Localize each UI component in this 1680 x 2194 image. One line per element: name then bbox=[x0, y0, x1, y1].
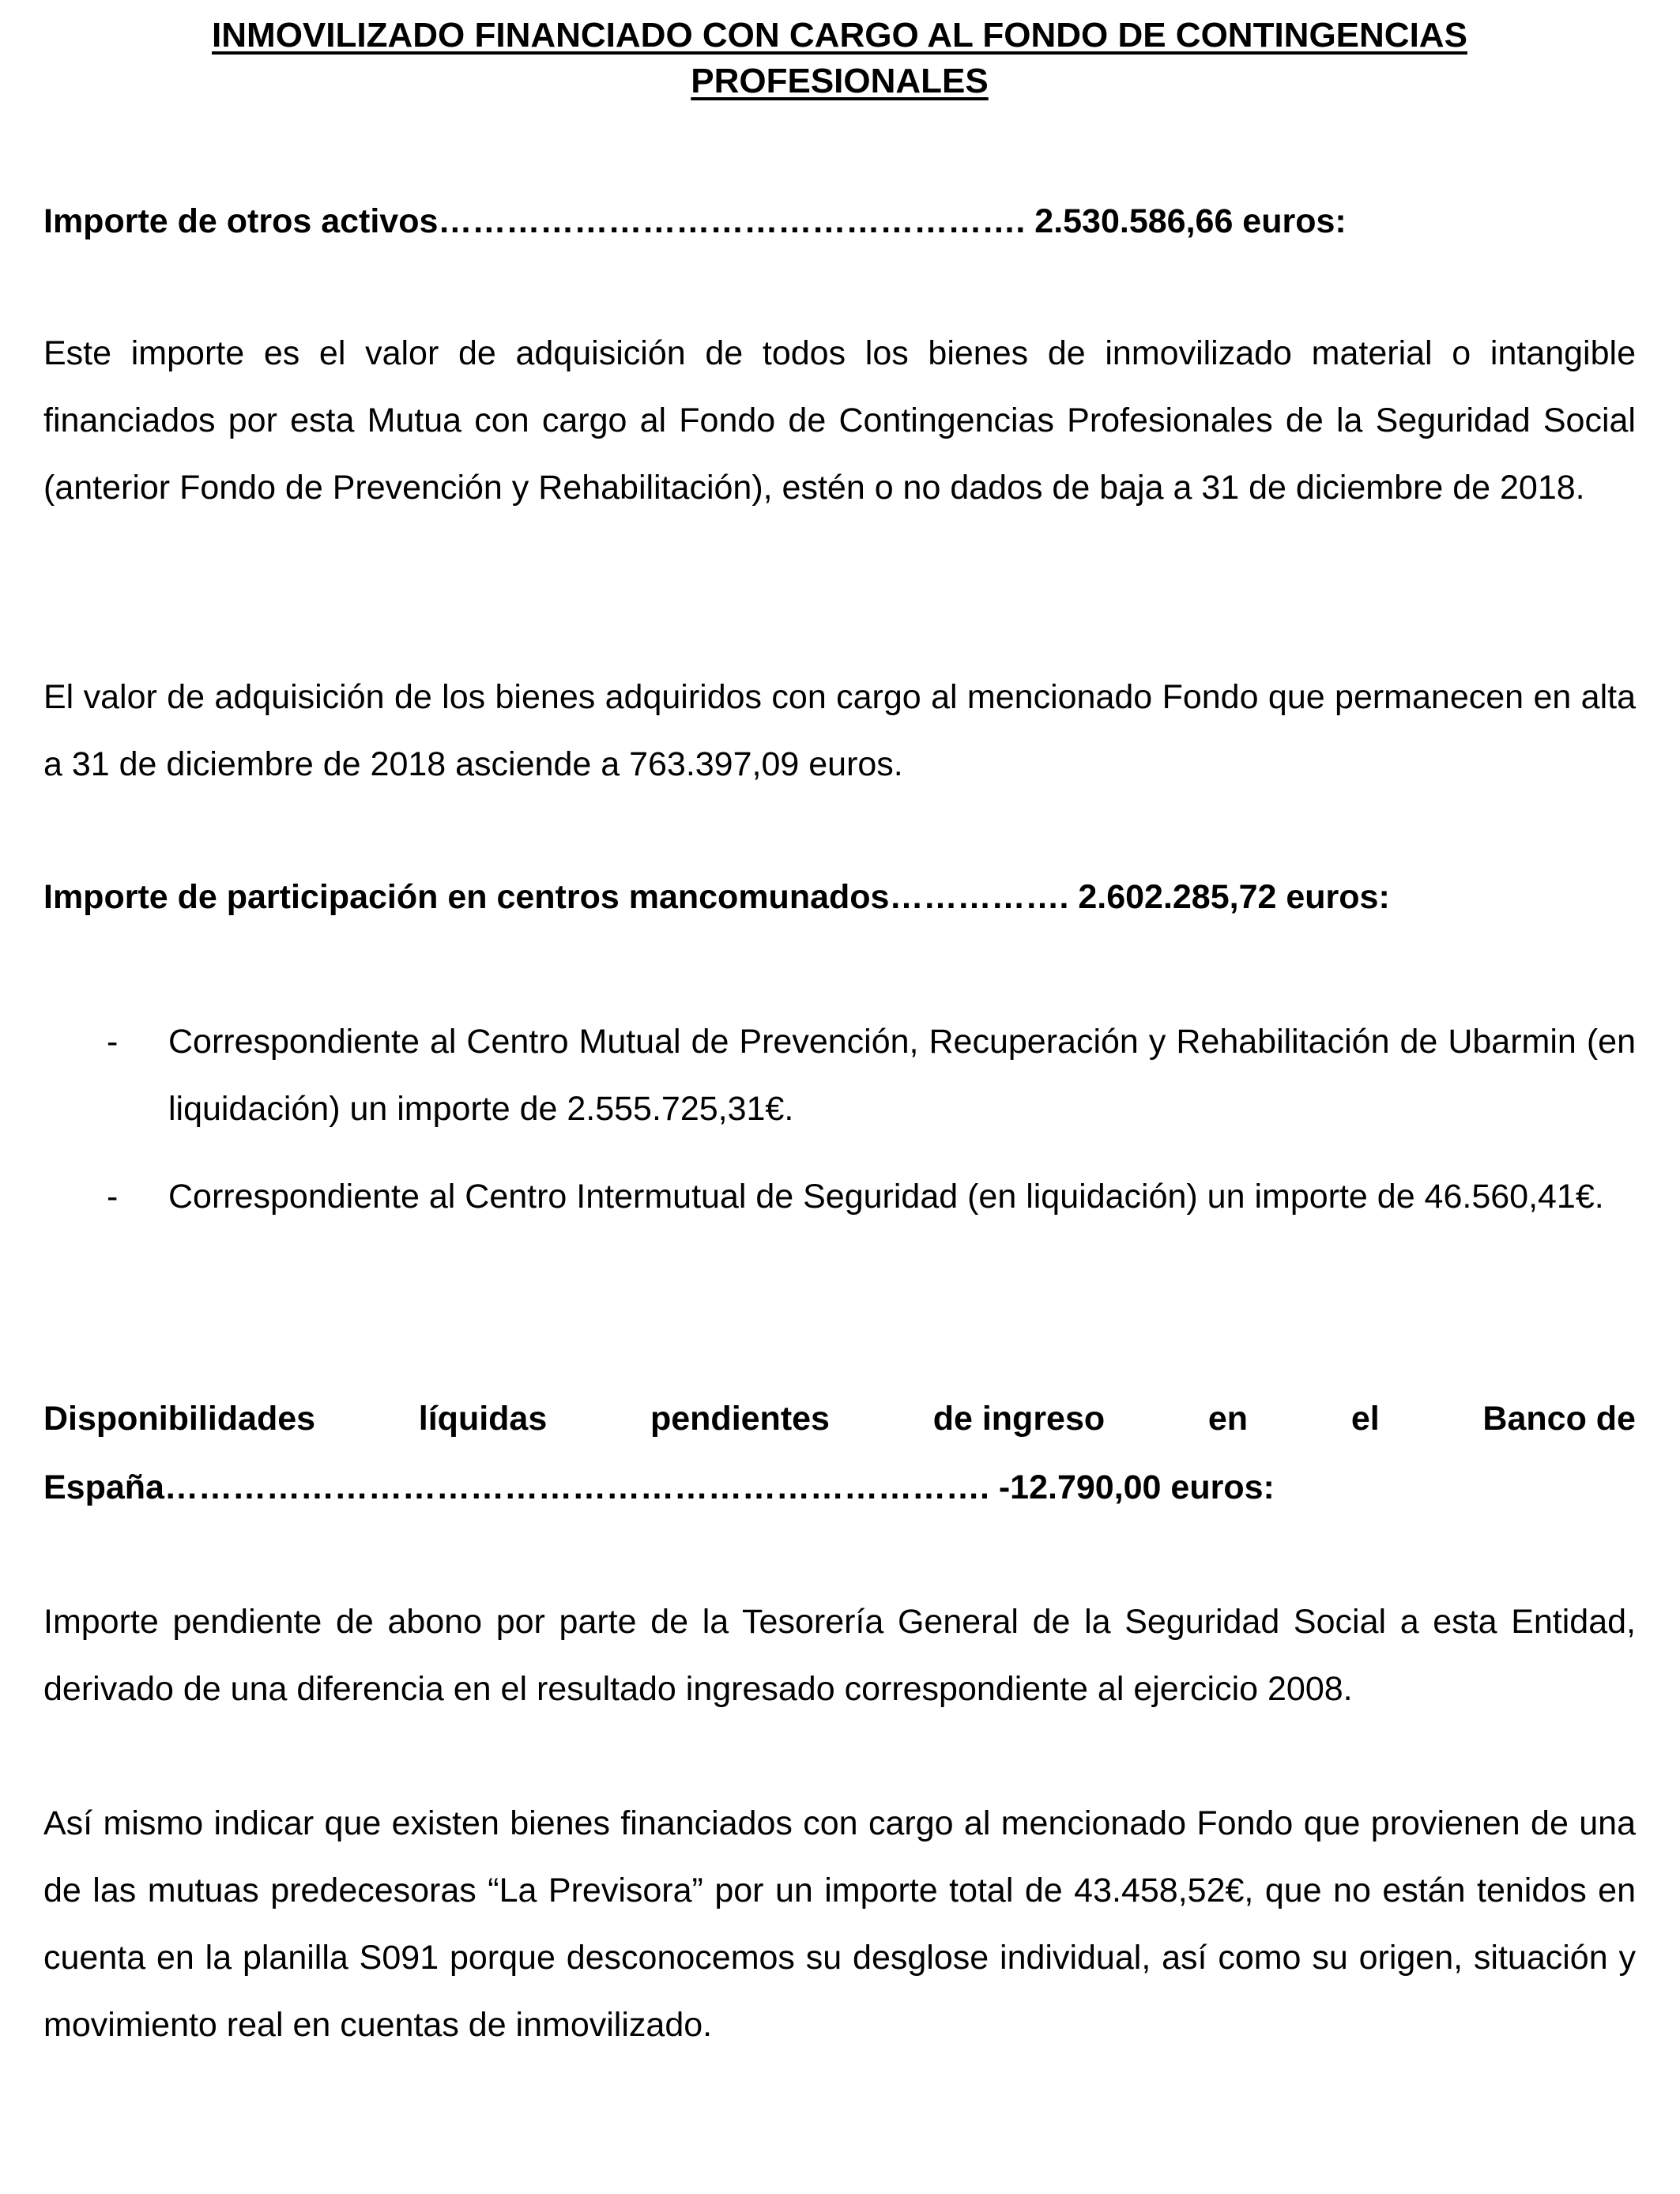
otros-activos-heading: Importe de otros activos……………………………………………. 2.530.586,66 euros: bbox=[43, 202, 1347, 240]
disponibilidades-paragraph-2: Así mismo indicar que existen bienes financiados con cargo al mencionado Fondo que provienen de una de las mutuas predecesoras “La Previsora” por un importe total de 43.458,52€, que no están tenidos en cuenta en la planilla S091 porque desconocemos su desglose individual, así como su origen, situación y movimiento real en cuentas de inmovilizado. bbox=[43, 1804, 1636, 2044]
otros-activos-paragraph-2: El valor de adquisición de los bienes adquiridos con cargo al mencionado Fondo que permanecen en alta a 31 de diciembre de 2018 asciende a 763.397,09 euros. bbox=[43, 678, 1636, 783]
heading-word: de ingreso bbox=[932, 1400, 1106, 1438]
list-item-text: Correspondiente al Centro Intermutual de Seguridad (en liquidación) un importe de 46.560,41€. bbox=[168, 1178, 1604, 1216]
heading-word: líquidas bbox=[418, 1400, 548, 1438]
heading-word: el bbox=[1350, 1400, 1380, 1438]
disponibilidades-heading-line-2: España………………………………………………………………. -12.790,00 euros: bbox=[43, 1468, 1275, 1506]
title-line-1: INMOVILIZADO FINANCIADO CON CARGO AL FONDO DE CONTINGENCIAS bbox=[212, 16, 1467, 55]
heading-word: pendientes bbox=[650, 1400, 830, 1438]
disponibilidades-paragraph-1: Importe pendiente de abono por parte de la Tesorería General de la Seguridad Social a esta Entidad, derivado de una diferencia en el resultado ingresado correspondiente al ejercicio 2008. bbox=[43, 1603, 1636, 1708]
title-line-2: PROFESIONALES bbox=[691, 62, 989, 100]
otros-activos-paragraph-1: Este importe es el valor de adquisición de todos los bienes de inmovilizado material o intangible financiados por esta Mutua con cargo al Fondo de Contingencias Profesionales de la Seguridad Social (anterior Fondo de Prevención y Rehabilitación), estén o no dados de baja a 31 de diciembre de 2018. bbox=[43, 334, 1636, 507]
list-dash: - bbox=[107, 1178, 119, 1216]
list-item bbox=[43, 1163, 1636, 1231]
centros-mancomunados-heading: Importe de participación en centros mancomunados……………. 2.602.285,72 euros: bbox=[43, 878, 1390, 916]
heading-word: en bbox=[1207, 1400, 1249, 1438]
heading-word: Banco de bbox=[1482, 1400, 1636, 1438]
heading-word: Disponibilidades bbox=[43, 1400, 316, 1438]
list-dash: - bbox=[107, 1023, 119, 1061]
list-item bbox=[43, 1008, 1636, 1143]
document-title bbox=[43, 13, 1636, 104]
disponibilidades-heading-line-1 bbox=[43, 1395, 1636, 1442]
list-item-text: Correspondiente al Centro Mutual de Prevención, Recuperación y Rehabilitación de Ubarmin (en liquidación) un importe de 2.555.725,31€. bbox=[168, 1023, 1636, 1128]
